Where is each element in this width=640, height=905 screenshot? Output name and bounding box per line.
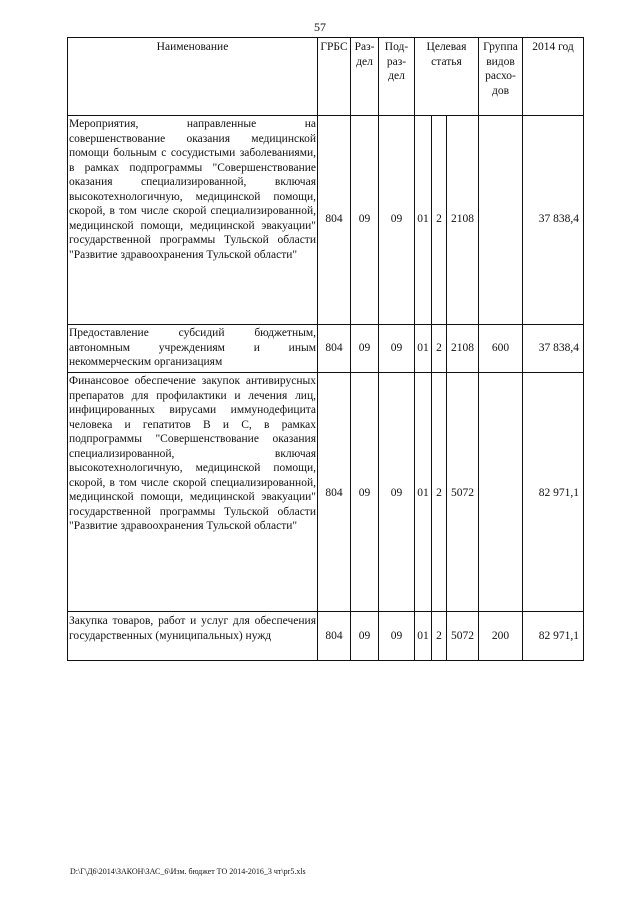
table-row-name: Мероприятия, направленные на совершенствование оказания медицинской помощи больным с сосудистыми заболеваниями, в рамках подпрограммы "Совершенствование оказания специализированной, включая высокотехнологичную, медицинской помощи, скорой, в том числе скорой специализированной, медицинской помощи, медицинской эвакуации" государственной программы Тульской области "Развитие здравоохранения Тульской области" — [69, 118, 316, 261]
column-header-grbs: ГРБС — [320, 41, 348, 53]
table-cell-podrazdel: 09 — [390, 630, 403, 642]
column-header-year: 2014 год — [532, 41, 574, 53]
table-cell-razdel: 09 — [358, 487, 371, 499]
table-cell-target-code: 5072 — [451, 487, 474, 499]
table-cell-target-code: 2108 — [451, 213, 474, 225]
table-cell-target-program: 01 — [417, 630, 429, 642]
table-cell-group: 200 — [491, 630, 510, 642]
table-cell-amount: 82 971,1 — [538, 630, 579, 642]
table-cell-target-program: 01 — [417, 487, 429, 499]
table-cell-target-program: 01 — [417, 342, 429, 354]
table-cell-target-code: 2108 — [451, 342, 474, 354]
table-cell-amount: 37 838,4 — [538, 342, 579, 354]
table-row-name: Закупка товаров, работ и услуг для обеспечения государственных (муниципальных) нужд — [69, 615, 316, 642]
table-cell-target-program: 01 — [417, 213, 429, 225]
column-header-group: Группа видов расхо- дов — [483, 41, 518, 97]
table-cell-grbs: 804 — [325, 630, 343, 642]
table-cell-podrazdel: 09 — [390, 342, 403, 354]
table-row-name: Финансовое обеспечение закупок антивирусных препаратов для профилактики и лечения лиц, инфицированных вирусами иммунодефицита человека и гепатитов В и С, в рамках подпрограммы "Совершенствование оказания специализированной, включая высокотехнологичную, медицинской помощи, скорой, в том числе скорой специализированной, медицинской помощи, медицинской эвакуации" государственной программы Тульской области "Развитие здравоохранения Тульской области" — [69, 375, 316, 532]
table-row-name: Предоставление субсидий бюджетным, автономным учреждениям и иным некоммерческим организациям — [69, 327, 316, 368]
table-cell-target-subprogram: 2 — [436, 487, 442, 499]
table-cell-podrazdel: 09 — [390, 487, 403, 499]
column-header-name: Наименование — [156, 41, 229, 53]
table-cell-podrazdel: 09 — [390, 213, 403, 225]
table-cell-target-subprogram: 2 — [436, 213, 442, 225]
table-cell-grbs: 804 — [325, 487, 343, 499]
table-cell-amount: 82 971,1 — [538, 487, 579, 499]
table-cell-grbs: 804 — [325, 342, 343, 354]
file-path-footer: D:\Г\Д6\2014\ЗАКОН\ЗАС_6\Изм. бюджет ТО 2014-2016_3 чт\pr5.xls — [70, 867, 306, 876]
page-number: 57 — [314, 20, 326, 34]
column-header-razdel: Раз- дел — [354, 41, 375, 68]
table-cell-target-subprogram: 2 — [436, 630, 442, 642]
table-cell-group: 600 — [491, 342, 510, 354]
table-cell-target-code: 5072 — [451, 630, 474, 642]
table-cell-razdel: 09 — [358, 342, 371, 354]
table-cell-amount: 37 838,4 — [538, 213, 579, 225]
column-header-target: Целевая статья — [426, 41, 467, 68]
table-cell-razdel: 09 — [358, 213, 371, 225]
column-header-podrazdel: Под- раз- дел — [384, 41, 409, 82]
table-cell-razdel: 09 — [358, 630, 371, 642]
table-cell-target-subprogram: 2 — [436, 342, 442, 354]
table-cell-grbs: 804 — [325, 213, 343, 225]
